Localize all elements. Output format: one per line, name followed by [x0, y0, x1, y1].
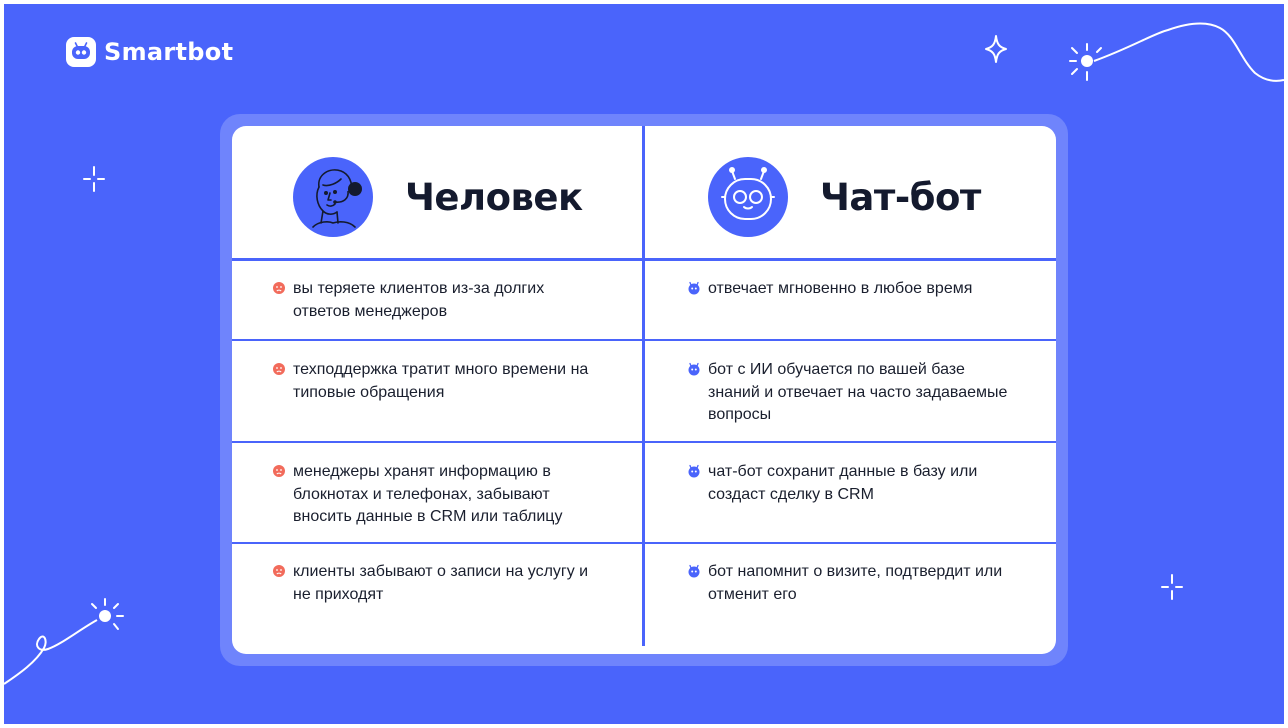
human-column-header	[293, 156, 583, 238]
sun-swirl-decoration	[1060, 18, 1284, 98]
comparison-card	[232, 126, 1056, 654]
bot-column-header	[708, 156, 981, 238]
sad-face-icon	[272, 564, 286, 578]
row-divider	[232, 441, 1056, 443]
row-divider	[232, 339, 1056, 341]
chatbot-icon	[708, 157, 788, 237]
item-text: бот с ИИ обучается по вашей базе знаний и отвечает на часто задаваемые вопросы	[708, 361, 1008, 423]
list-item	[687, 561, 1008, 606]
human-column-title: Человек	[405, 175, 583, 219]
item-text: чат-бот сохранит данные в базу или создаст сделку в CRM	[708, 463, 978, 503]
row-divider	[232, 542, 1056, 544]
item-text: техподдержка тратит много времени на типовые обращения	[293, 361, 589, 401]
brand-logo	[66, 37, 233, 67]
list-item	[272, 461, 593, 529]
slide	[4, 4, 1284, 724]
list-item	[687, 359, 1008, 427]
comparison-frame	[220, 114, 1068, 666]
list-item	[272, 278, 593, 323]
cross-decoration	[82, 164, 106, 194]
bot-face-icon	[687, 464, 701, 478]
item-text: бот напомнит о визите, подтвердит или отменит его	[708, 563, 1003, 603]
brand-name: Smartbot	[104, 38, 234, 66]
item-text: менеджеры хранят информацию в блокнотах и телефонах, забывают вносить данные в CRM или таблицу	[293, 463, 563, 525]
sad-face-icon	[272, 281, 286, 295]
list-item	[687, 278, 1008, 301]
person-icon	[293, 157, 373, 237]
list-item	[687, 461, 1008, 506]
sun-swirl-decoration	[4, 596, 134, 686]
item-text: отвечает мгновенно в любое время	[708, 280, 973, 297]
column-divider	[642, 126, 645, 646]
item-text: вы теряете клиентов из-за долгих ответов менеджеров	[293, 280, 545, 320]
sad-face-icon	[272, 362, 286, 376]
cross-decoration	[1160, 572, 1184, 602]
sad-face-icon	[272, 464, 286, 478]
sparkle-icon	[984, 34, 1008, 64]
robot-icon	[66, 37, 96, 67]
bot-face-icon	[687, 281, 701, 295]
list-item	[272, 561, 593, 606]
list-item	[272, 359, 593, 404]
bot-face-icon	[687, 362, 701, 376]
bot-face-icon	[687, 564, 701, 578]
row-divider	[232, 258, 1056, 261]
bot-column-title: Чат-бот	[820, 175, 981, 219]
item-text: клиенты забывают о записи на услугу и не приходят	[293, 563, 589, 603]
